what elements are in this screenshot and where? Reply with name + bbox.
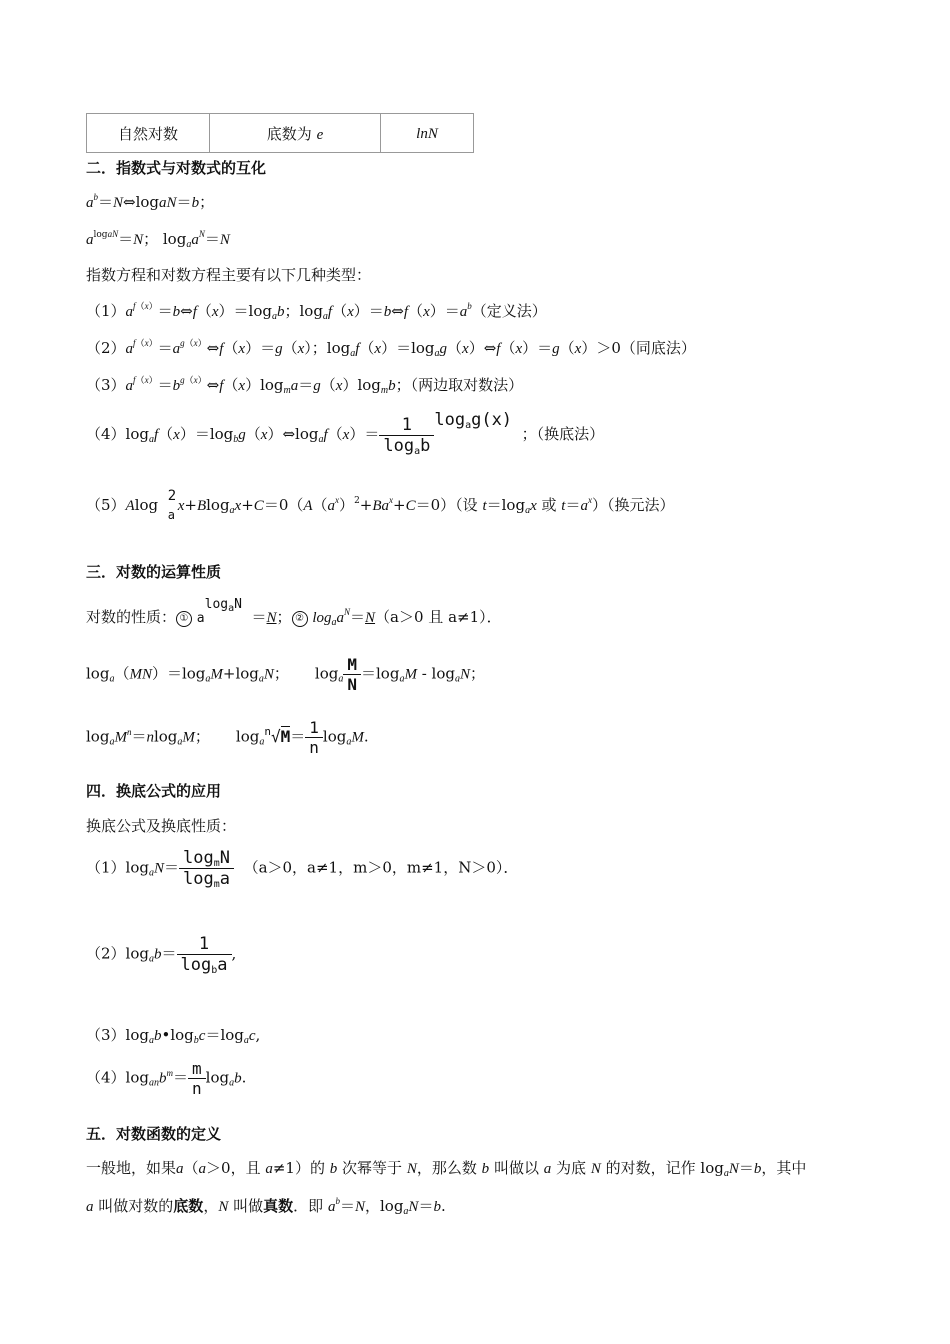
method-label: （换底法） [536, 425, 605, 443]
section-heading: 三．对数的运算性质 [86, 563, 222, 581]
method-label: （换元法） [606, 496, 675, 514]
fraction: $\frac{m}{n}$ [188, 1059, 206, 1098]
formula-line: （5）Alog 2 a $x+Blog_ax+C=0(A(a^x)^2+Ba^x+C=0)$（设 $t=\log_ax$ 或 $t=a^x$）（换元法） [86, 488, 675, 522]
formula-line: $(3)a^{f(x)}=b^{g(x)}\Leftrightarrow f(x)\log_ma=g(x)\log_mb$；（两边取对数法） [86, 375, 524, 396]
formula-line: $(1)a^{f(x)}=b\Leftrightarrow f(x)=\log_ab$；$\log_af(x)=b\Leftrightarrow f(x)=a^b$（定义法） [86, 301, 547, 322]
item-number: （3） [86, 376, 126, 394]
formula-line: $a^b=N\Leftrightarrow logaN=b$； [86, 192, 215, 211]
item-number: （5） [86, 496, 126, 514]
table-cell: 自然对数 [87, 114, 210, 153]
fraction: $\frac{M}{N}$ [343, 655, 361, 694]
item-number: （1） [86, 302, 126, 320]
fraction: $\frac{1}{\log_ab}$ [379, 415, 434, 456]
section-heading: 二．指数式与对数式的互化 [86, 159, 267, 177]
method-label: （同底法） [620, 339, 696, 357]
formula-line: $(4)\log_af(x)=\log_bg(x)\Leftrightarrow\log_af(x)=$ $\frac{1}{\log_ab}$ $\log_ag(x)$ ；（换底法） [86, 410, 605, 457]
paragraph: 一般地，如果a（a＞0，且 a≠1）的 b 次幂等于 N，那么数 b 叫做以 a 为底 N 的对数，记作 $\log_aN=b$，其中 [86, 1159, 807, 1179]
circled-number: ① [176, 611, 192, 627]
formula-line: $(3)\log_ab•\log_bc=\log_ac$, [86, 1026, 261, 1046]
item-number: （2） [86, 339, 126, 357]
formula-line: $(1)\log_aN=$ $\frac{\log_mN}{\log_ma}$ （a＞0，a≠1，m＞0，m≠1，N＞0）． [86, 848, 519, 890]
method-label: （两边取对数法） [410, 376, 524, 394]
condition-text: （a＞0，a≠1，m＞0，m≠1，N＞0）． [243, 858, 519, 877]
paragraph: 换底公式及换底性质： [86, 817, 237, 835]
table-cell [210, 114, 381, 153]
cell-var: lnN [416, 125, 438, 142]
formula-line: 对数的性质： ① alog$_a$N ＝N； ② $\log_aa^N=N(a>0$ 且 a≠1）． [86, 597, 502, 628]
paragraph-label: 对数的性质： [86, 608, 177, 626]
formula-line: $(2)\log_ab=$ $\frac{1}{\log_ba}$ , [86, 934, 237, 976]
circled-number: ② [292, 611, 308, 627]
fraction: $\frac{1}{n}$ [305, 718, 323, 757]
paragraph: 指数方程和对数方程主要有以下几种类型： [86, 266, 372, 284]
fraction: $\frac{1}{\log_ba}$ [177, 934, 232, 975]
section-heading: 五．对数函数的定义 [86, 1125, 222, 1143]
formula-line: $\log_aM^n=nlog_aM$； $\log_a^n√M=$ $\frac{1}{n}$ $\log_aM$. [86, 718, 369, 757]
formula-line: $\log_a(MN)=\log_aM+\log_aN$； $\log_a$ $\frac{M}{N}$ $=\log_aM - \log_aN$； [86, 655, 486, 694]
item-number: （4） [86, 425, 126, 443]
formula-line: $a^{logaN}=N$； $\log_aa^N=N$ [86, 229, 230, 250]
table-row [87, 114, 474, 153]
section-heading: 四．换底公式的应用 [86, 782, 222, 800]
formula-line: $(2)a^{f(x)}=a^{g(x)}\Leftrightarrow f(x)=g(x)$；$\log_af(x)=\log_ag(x)\Leftrightarrow f(x)=g(x)>0$（同底法） [86, 338, 696, 359]
fraction: $\frac{\log_mN}{\log_ma}$ [179, 848, 234, 889]
cell-var: e [316, 126, 324, 143]
method-label: （定义法） [471, 302, 547, 320]
paragraph: a 叫做对数的底数，N 叫做真数．即 $a^b=N$，$\log_aN=b$. [86, 1196, 446, 1217]
table-cell [381, 114, 474, 153]
formula-line: $(4)\log_{an}b^m=$ $\frac{m}{n}$ $\log_ab$. [86, 1059, 247, 1098]
condition-text: （a＞0 且 a≠1）． [375, 608, 502, 626]
log-table [86, 113, 474, 153]
cell-text: 底数为 [266, 124, 312, 143]
